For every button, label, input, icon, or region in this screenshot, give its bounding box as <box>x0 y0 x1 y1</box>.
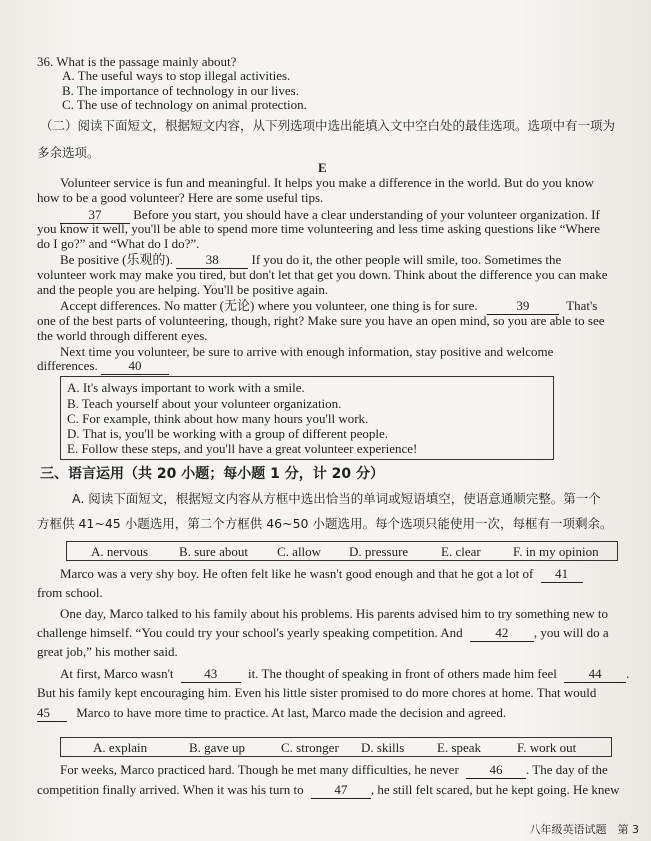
passage-e-p3-text2: If you do it, the other people will smile, too. Sometimes the <box>251 252 562 267</box>
page-footer: 八年级英语试题 第 3 <box>529 823 639 836</box>
passage-e-p3-line3: and the people you are helping. You'll be positive again. <box>37 282 329 297</box>
marco-l3b: But his family kept encouraging him. Even his little sister promised to do more chores at home. That would <box>37 685 597 700</box>
marco-l3 <box>60 666 629 683</box>
marco2-l1 <box>60 762 608 779</box>
section2-instruction-2: 多余选项。 <box>37 145 100 160</box>
marco-l3-text1: At first, Marco wasn't <box>60 666 174 681</box>
marco2-l2-text2: , he still felt scared, but he kept going. He knew <box>370 782 620 797</box>
blank-41[interactable]: 41 <box>541 566 583 583</box>
word-box-1 <box>66 541 618 561</box>
blank-40[interactable]: 40 <box>101 358 169 375</box>
word-box-1-e: E. clear <box>441 544 481 559</box>
marco-l3c <box>37 705 506 722</box>
marco-l2c: great job,” his mother said. <box>37 644 178 659</box>
passage-e-p4-text2: That's <box>566 298 598 313</box>
option-e-d: D. That is, you'll be working with a group of different people. <box>67 426 389 441</box>
marco-l2b <box>37 625 609 642</box>
blank-42[interactable]: 42 <box>470 625 534 642</box>
passage-e-title: E <box>318 160 327 175</box>
blank-47[interactable]: 47 <box>311 782 371 799</box>
word-box-2-e: E. speak <box>437 740 482 755</box>
marco-l1-text: Marco was a very shy boy. He often felt like he wasn't good enough and that he got a lot of <box>60 566 534 581</box>
section3-instruction-2: 方框供 41~45 小题选用，第二个方框供 46~50 小题选用。每个选项只能使用一次，每框有一项剩余。 <box>37 516 613 531</box>
marco2-l2-text1: competition finally arrived. When it was his turn to <box>37 782 304 797</box>
blank-45[interactable]: 45 <box>37 705 67 722</box>
passage-e-p4-line3: the world through different eyes. <box>37 328 208 343</box>
section3-instruction-1: A. 阅读下面短文，根据短文内容从方框中选出恰当的单词或短语填空，使语意通顺完整。第一个 <box>72 491 601 506</box>
section3-heading: 三、语言运用（共 20 小题；每小题 1 分，计 20 分） <box>40 466 384 482</box>
option-e-b: B. Teach yourself about your volunteer organization. <box>67 396 342 411</box>
marco-l3-text3: . <box>626 666 630 681</box>
word-box-2 <box>60 737 612 757</box>
passage-e-p1-line2: how to be a good volunteer? Here are some useful tips. <box>37 190 324 205</box>
word-box-1-f: F. in my opinion <box>513 544 599 559</box>
option-e-e: E. Follow these steps, and you'll have a great volunteer experience! <box>67 441 418 456</box>
marco-l1b: from school. <box>37 585 103 600</box>
word-box-1-b: B. sure about <box>179 544 248 559</box>
option-e-a: A. It's always important to work with a smile. <box>67 380 305 395</box>
marco-l2b-text1: challenge himself. “You could try your school's yearly speaking competition. And <box>37 625 463 640</box>
passage-e-p2-line3: do I go?” and “What do I do?”. <box>37 236 200 251</box>
passage-e-p5-text: differences. <box>37 358 98 373</box>
marco-l2: One day, Marco talked to his family about his problems. His parents advised him to try something new to <box>60 606 608 621</box>
marco-l3c-text: Marco to have more time to practice. At last, Marco made the decision and agreed. <box>76 705 507 720</box>
word-box-1-a: A. nervous <box>91 544 149 559</box>
marco-l1 <box>60 566 583 583</box>
option-e-c: C. For example, think about how many hours you'll work. <box>67 411 369 426</box>
passage-e-p2-line2: you know it well, you'll be able to spend more time volunteering and less time asking questions like “Where <box>37 221 601 236</box>
q36-option-a: A. The useful ways to stop illegal activities. <box>62 68 291 83</box>
q36-option-c: C. The use of technology on animal protection. <box>62 97 307 112</box>
blank-44[interactable]: 44 <box>564 666 626 683</box>
blank-38[interactable]: 38 <box>176 252 248 269</box>
q36-option-b: B. The importance of technology in our lives. <box>62 83 299 98</box>
passage-e-p4-text1: Accept differences. No matter (无论) where you volunteer, one thing is for sure. <box>60 298 478 313</box>
marco-l3-text2: it. The thought of speaking in front of others made him feel <box>248 666 557 681</box>
passage-e-p1-line1: Volunteer service is fun and meaningful. It helps you make a difference in the world. But do you know <box>60 175 594 190</box>
passage-e-p5-line1: Next time you volunteer, be sure to arrive with enough information, stay positive and welcome <box>60 344 554 359</box>
blank-37[interactable]: 37 <box>60 207 130 224</box>
word-box-2-a: A. explain <box>93 740 148 755</box>
word-box-1-d: D. pressure <box>349 544 409 559</box>
section2-instruction-1: （二）阅读下面短文，根据短文内容，从下列选项中选出能填入文中空白处的最佳选项。选项中有一项为 <box>40 118 616 133</box>
marco-l2b-text2: , you will do a <box>533 625 609 640</box>
blank-46[interactable]: 46 <box>466 762 526 779</box>
blank-43[interactable]: 43 <box>181 666 241 683</box>
passage-e-p3-line2: volunteer work may make you tired, but don't let that get you down. Think about the difference you can make <box>37 267 608 282</box>
word-box-2-d: D. skills <box>361 740 405 755</box>
passage-e-p4-line2: one of the best parts of volunteering, though, right? Make sure you have an open mind, so you are able to see <box>37 313 605 328</box>
word-box-1-c: C. allow <box>277 544 322 559</box>
word-box-2-c: C. stronger <box>281 740 339 755</box>
passage-e-p5-line2 <box>37 358 169 375</box>
passage-e-p2-text: Before you start, you should have a clear understanding of your volunteer organization. If <box>133 207 600 222</box>
q36-stem: 36. What is the passage mainly about? <box>37 54 237 69</box>
blank-39[interactable]: 39 <box>487 298 559 315</box>
word-box-2-f: F. work out <box>517 740 577 755</box>
marco2-l2 <box>37 782 620 799</box>
marco2-l1-text1: For weeks, Marco practiced hard. Though he met many difficulties, he never <box>60 762 459 777</box>
options-box-e <box>60 376 554 460</box>
word-box-2-b: B. gave up <box>189 740 245 755</box>
passage-e-p3-text1: Be positive (乐观的). <box>60 252 174 267</box>
marco2-l1-text2: . The day of the <box>526 762 608 777</box>
